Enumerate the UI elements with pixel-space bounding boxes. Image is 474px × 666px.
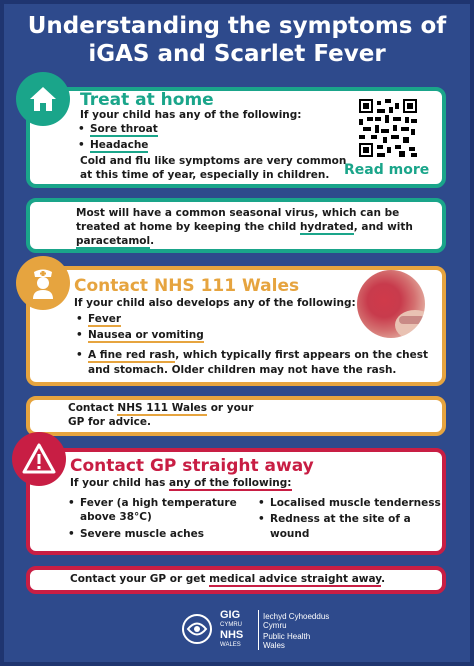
virus-note-line-1: Most will have a common seasonal virus, which can be (76, 207, 400, 219)
org-line-4: Wales (263, 641, 285, 650)
gp-heading: Contact GP straight away (70, 456, 314, 476)
gp-intro: If your child has any of the following: (70, 477, 292, 489)
bullet-high-temperature: • Fever (a high temperature (80, 496, 237, 511)
virus-note-line-2: treated at home by keeping the child hydrated, and with (76, 221, 413, 233)
treat-at-home-heading: Treat at home (80, 90, 214, 110)
bullet-headache: • Headache (90, 138, 148, 153)
bullet-sore-throat: • Sore throat (90, 122, 158, 137)
qr-code[interactable] (359, 99, 417, 157)
poster-title (0, 12, 474, 68)
treat-at-home-intro: If your child has any of the following: (80, 109, 302, 121)
bullet-nausea: • Nausea or vomiting (88, 328, 204, 343)
org-line-1: Iechyd Cyhoeddus (263, 612, 330, 621)
home-icon (28, 85, 58, 113)
org-line-3: Public Health (263, 632, 311, 641)
wound-redness-line-2: wound (270, 528, 310, 540)
logo-gig: GIG (220, 609, 241, 621)
nhs111-advice-line-1: Contact NHS 111 Wales or your (68, 402, 254, 414)
cold-flu-note-line-2: at this time of year, especially in children. (80, 169, 330, 181)
bullet-fever: • Fever (88, 312, 121, 327)
bullet-wound-redness: • Redness at the site of a (270, 512, 411, 527)
warning-icon (22, 443, 56, 475)
bullet-muscle-aches: • Severe muscle aches (80, 527, 204, 542)
gp-badge (12, 432, 66, 486)
title-line-2: iGAS and Scarlet Fever (88, 41, 386, 67)
logo-divider (258, 610, 259, 650)
rash-photo (357, 270, 425, 338)
title-line-1: Understanding the symptoms of (27, 13, 447, 39)
bullet-rash: • A fine red rash, which typically first appears on the chest (88, 348, 428, 363)
dragon-emblem-icon (180, 612, 214, 646)
high-temperature-line-2: above 38°C) (80, 511, 152, 523)
treat-at-home-badge (16, 72, 70, 126)
nhs111-advice-line-2: GP for advice. (68, 416, 151, 428)
logo-nhs: NHS (220, 629, 244, 641)
logo-wales: WALES (220, 642, 241, 648)
read-more-link[interactable]: Read more (344, 162, 430, 178)
nhs111-heading: Contact NHS 111 Wales (74, 276, 300, 296)
nhs111-intro: If your child also develops any of the following: (74, 297, 356, 309)
bullet-muscle-tenderness: • Localised muscle tenderness (270, 496, 441, 511)
logo-cymru: CYMRU (220, 622, 242, 628)
cold-flu-note-line-1: Cold and flu like symptoms are very common (80, 155, 347, 167)
org-line-2: Cymru (263, 621, 287, 630)
nhs-wales-logo (180, 604, 340, 656)
nhs111-badge (16, 256, 70, 310)
gp-advice-text: Contact your GP or get medical advice straight away. (70, 573, 386, 585)
nurse-icon (26, 266, 60, 300)
rash-line-2: and stomach. Older children may not have the rash. (88, 364, 397, 376)
virus-note-line-3: paracetamol. (76, 235, 155, 247)
